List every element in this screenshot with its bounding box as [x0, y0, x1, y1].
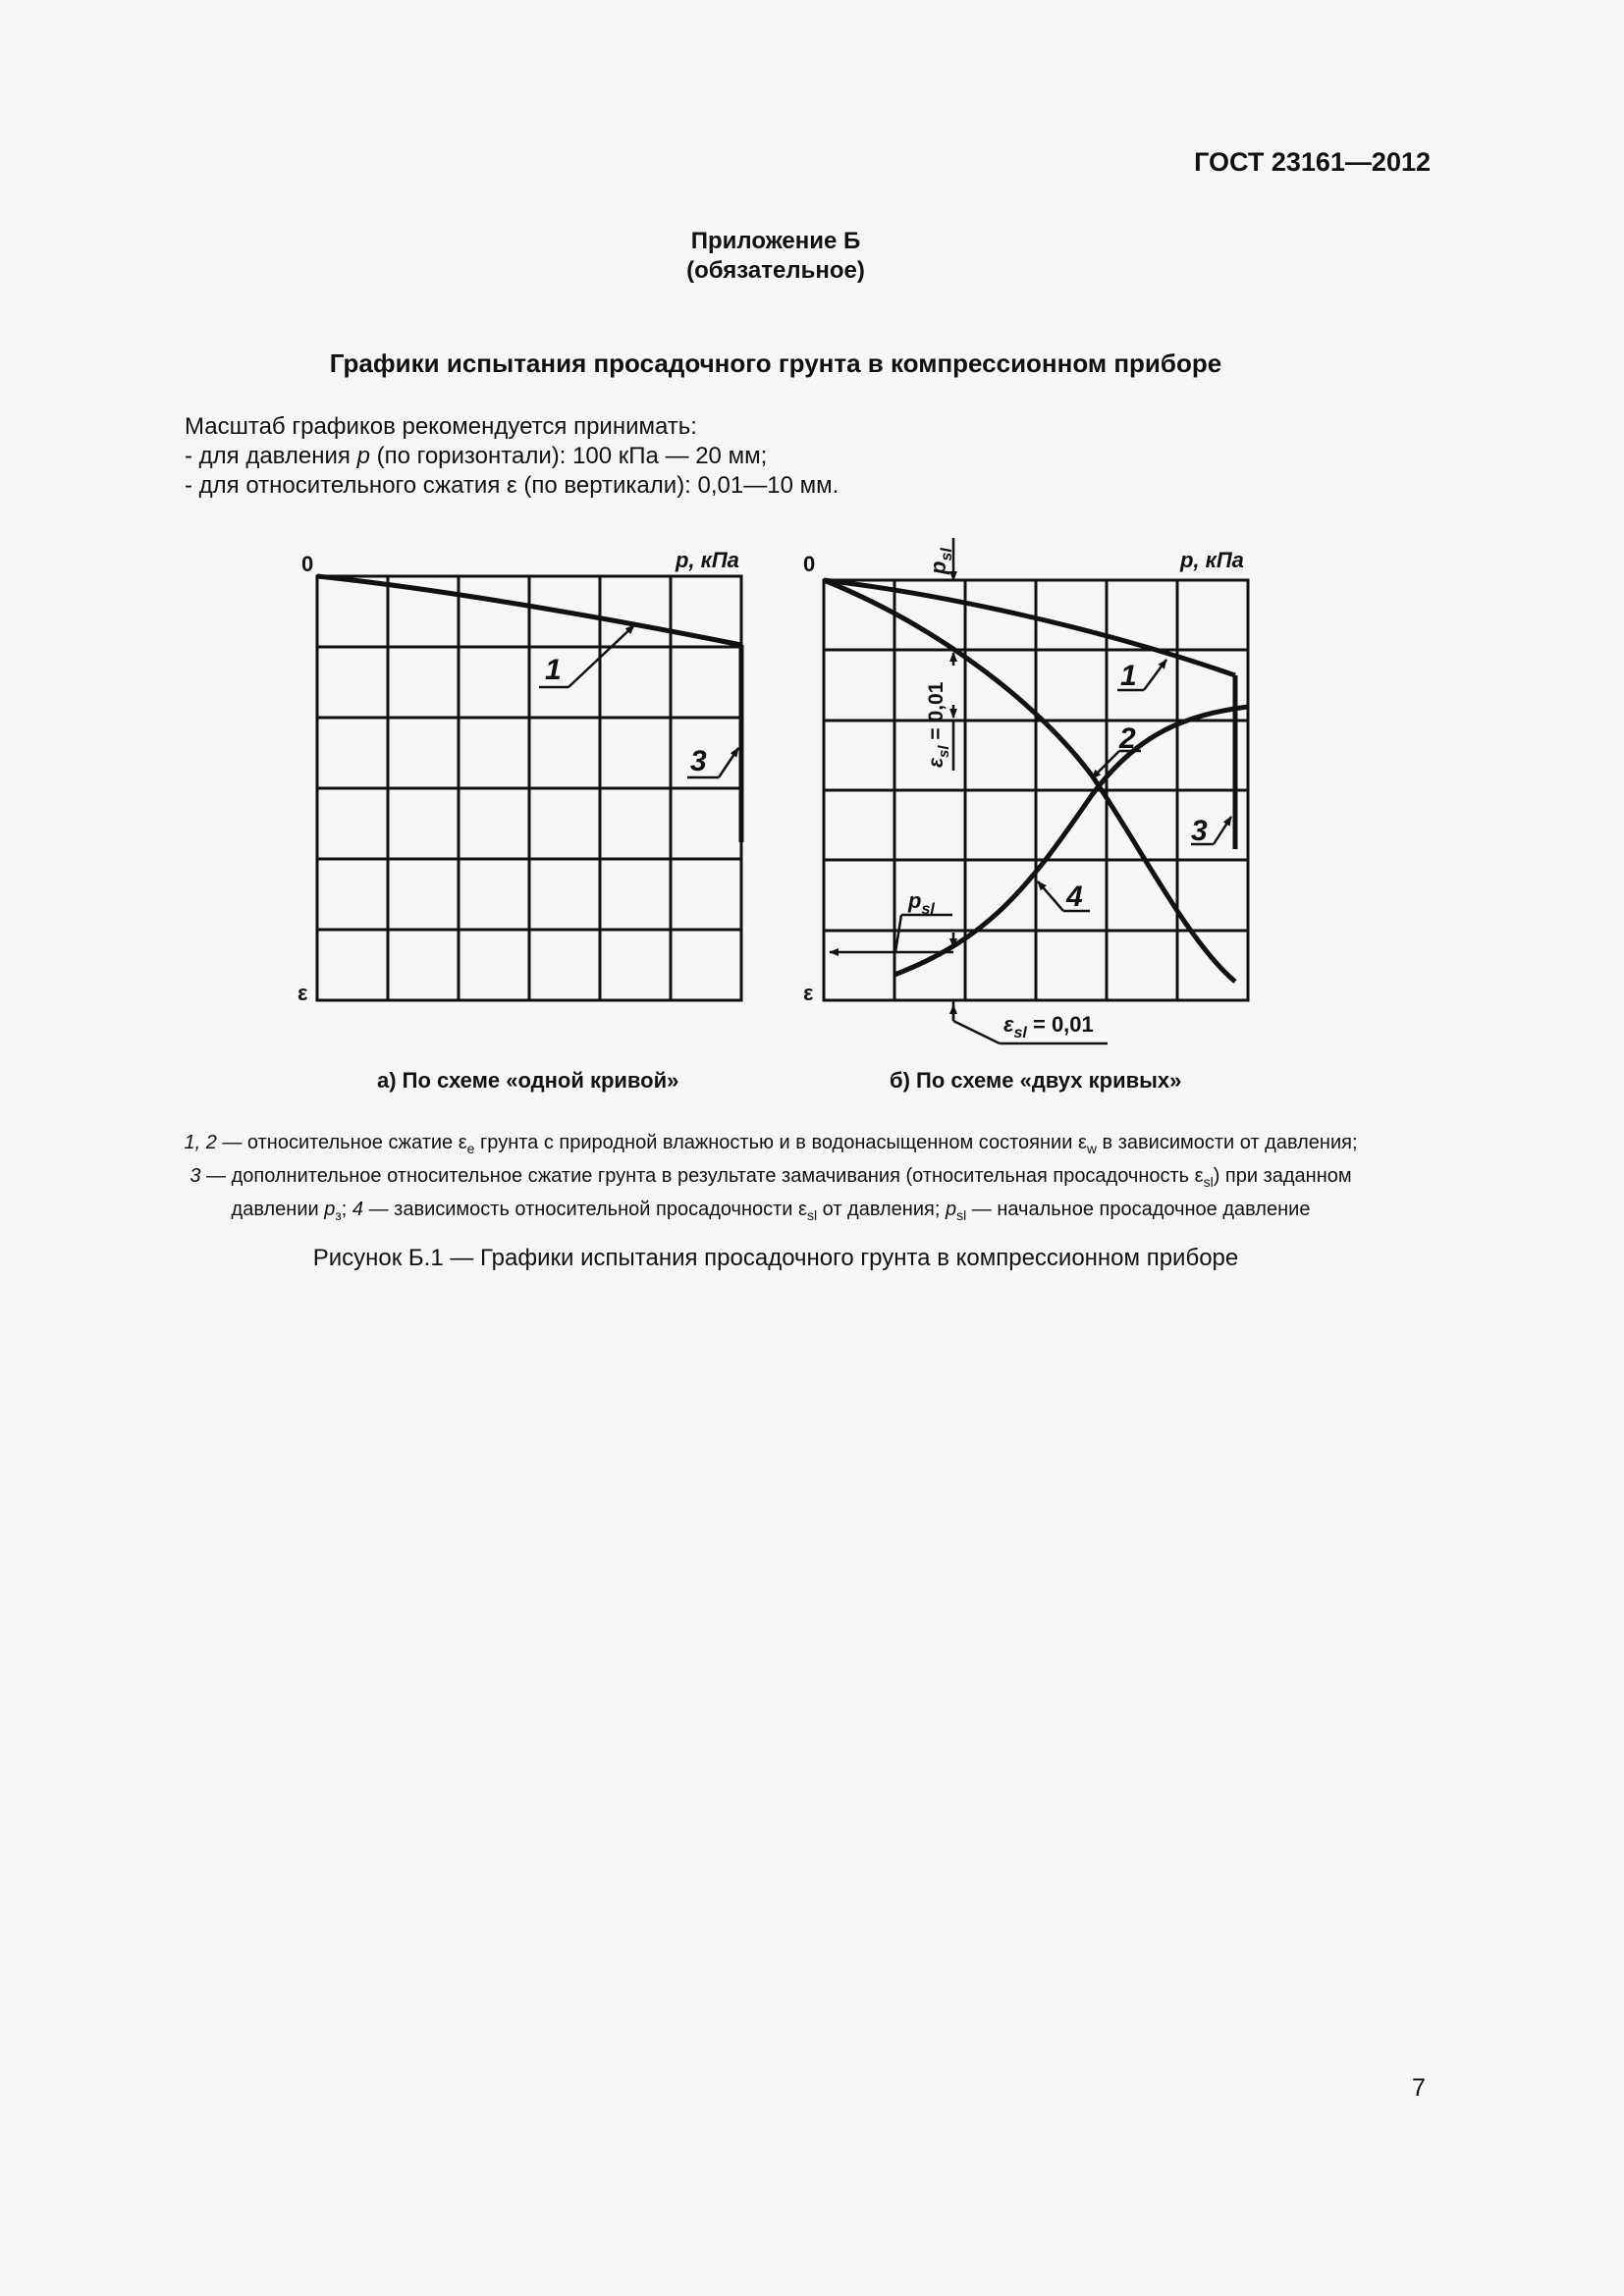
graph-a-curve-3-label: 3 [690, 745, 707, 777]
graph-b [824, 538, 1248, 1043]
graph-a-eps-axis-label: ε [298, 981, 308, 1005]
graph-b-curve-2-label: 2 [1119, 722, 1136, 755]
graph-a-caption: а) По схеме «одной кривой» [377, 1068, 679, 1093]
intro-line-2: - для давления р (по горизонтали): 100 кПа — 20 мм; [185, 443, 768, 469]
graph-b-curve-3-label: 3 [1191, 815, 1208, 847]
graph-a-curve-1-label: 1 [545, 654, 562, 686]
graph-b-curve-2 [824, 580, 1235, 982]
graph-b-eps-sl-bottom-label: $\varepsilon_{sl} = 0,01$ [1003, 1012, 1094, 1041]
intro-line-1: Масштаб графиков рекомендуется принимать: [185, 413, 697, 440]
graph-a [317, 576, 741, 1000]
graph-a-grid [317, 576, 741, 1000]
graph-b-eps-axis-label: ε [803, 981, 814, 1005]
graph-b-psl-top-label [926, 548, 955, 575]
legend-line-3: давлении $р_з$; 4 — зависимость относительной просадочности $\varepsilon_{sl}$ от давления; $р_{sl}$ — начальное просадочное давление [231, 1199, 1311, 1223]
graph-b-origin-label: 0 [803, 552, 816, 576]
graph-b-grid [824, 580, 1248, 1000]
graph-b-curve-4-label: 4 [1066, 881, 1083, 913]
document-code: ГОСТ 23161—2012 [1194, 147, 1431, 177]
intro-line-3: - для относительного сжатия ε (по вертикали): 0,01—10 мм. [185, 472, 839, 499]
graph-b-psl-leader [895, 915, 952, 952]
page-number: 7 [1412, 2074, 1426, 2102]
graph-b-caption: б) По схеме «двух кривых» [890, 1068, 1182, 1093]
graph-b-p-axis-label: р, кПа [1180, 548, 1244, 572]
graph-b-curve-1 [824, 580, 1235, 675]
svg-text:εsl = 0,01: $\varepsilon_{sl} = 0,01$ [925, 681, 952, 768]
legend-line-2: 3 — дополнительное относительное сжатие грунта в результате замачивания (относительная просадочность $\varepsilon_{sl}$) при заданном [189, 1165, 1352, 1190]
legend-line-1: 1, 2 — относительное сжатие $\varepsilon_е$ грунта с природной влажностью и в водонасыщенном состоянии $\varepsilon_w$ в зависимости от давления; [184, 1132, 1358, 1156]
graph-b-psl-lower-label: $p_{sl}$ [908, 888, 935, 918]
intro-text [185, 412, 839, 501]
annex-title: Приложение Б [690, 228, 861, 254]
annex-status: (обязательное) [686, 257, 865, 284]
graph-a-origin-label: 0 [301, 552, 314, 576]
figure-legend [108, 1129, 1434, 1229]
graph-b-curve-1-label: 1 [1120, 660, 1137, 692]
graph-b-eps-sl-vertical-label [925, 681, 952, 768]
svg-text:psl: $p_{sl}$ [926, 548, 955, 574]
compression-graphs-figure [0, 530, 1624, 1080]
graph-a-p-axis-label: р, кПа [676, 548, 739, 572]
section-heading: Графики испытания просадочного грунта в компрессионном приборе [329, 348, 1222, 378]
figure-caption: Рисунок Б.1 — Графики испытания просадочного грунта в компрессионном приборе [312, 1245, 1239, 1271]
